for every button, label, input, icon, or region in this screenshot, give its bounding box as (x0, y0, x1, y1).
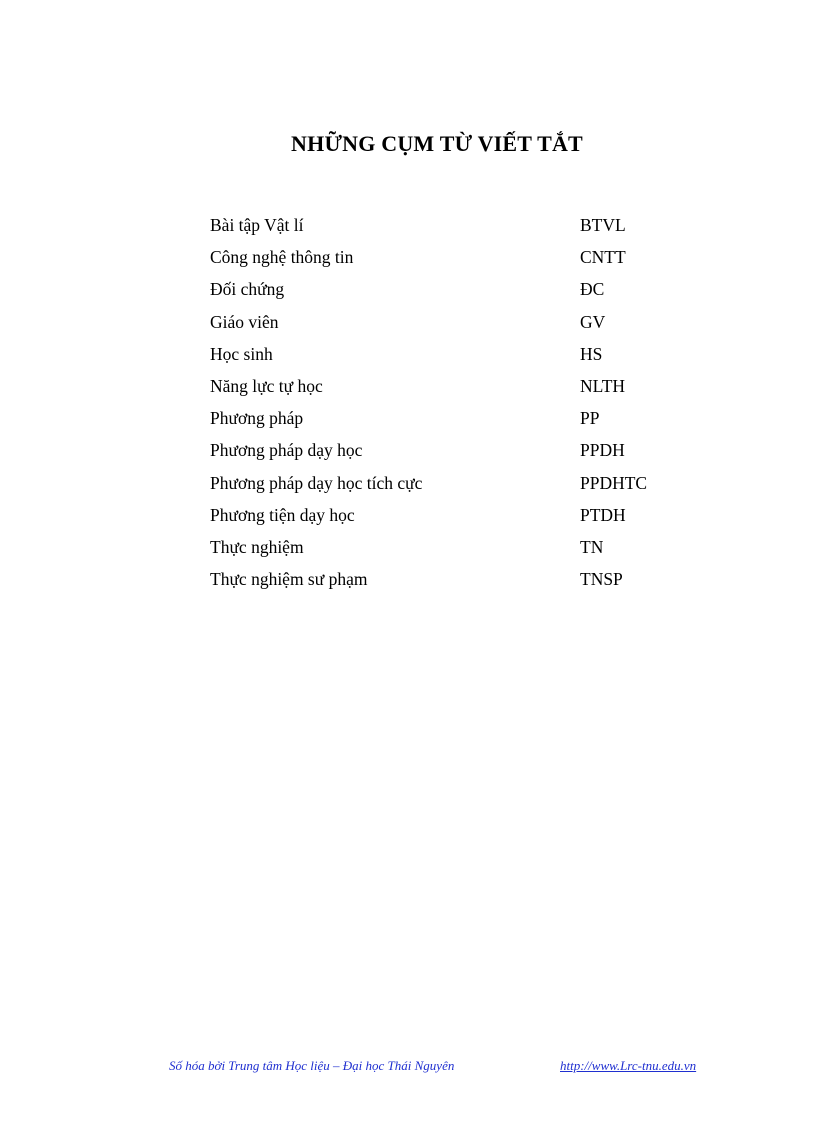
abbreviation-code: HS (580, 343, 603, 364)
abbreviation-code: ĐC (580, 279, 605, 300)
abbreviation-code: PPDHTC (580, 472, 648, 493)
table-row (210, 374, 680, 406)
table-row (210, 342, 680, 374)
abbreviation-term: Phương tiện dạy học (210, 504, 355, 525)
abbreviation-term: Năng lực tự học (210, 375, 323, 396)
abbreviation-code: CNTT (580, 247, 626, 268)
abbreviation-code: TNSP (580, 569, 623, 590)
table-row (210, 567, 680, 599)
abbreviation-term: Giáo viên (210, 311, 279, 332)
abbreviation-code: BTVL (580, 215, 626, 235)
abbreviation-table (210, 213, 680, 599)
table-row (210, 503, 680, 535)
abbreviation-term: Học sinh (210, 343, 273, 364)
abbreviation-term: Thực nghiệm sư phạm (210, 569, 368, 590)
table-row (210, 310, 680, 342)
table-row (210, 535, 680, 567)
table-row (210, 277, 680, 309)
abbreviation-term: Đối chứng (210, 279, 285, 300)
abbreviation-term: Phương pháp dạy học (210, 440, 363, 461)
abbreviation-term: Phương pháp dạy học tích cực (210, 472, 423, 493)
abbreviation-code: NLTH (580, 375, 626, 396)
table-row (210, 406, 680, 438)
table-row (210, 245, 680, 277)
abbreviation-term: Công nghệ thông tin (210, 247, 354, 268)
abbreviation-code: PP (580, 408, 600, 429)
abbreviation-code: PTDH (580, 504, 626, 525)
footer-attribution: Số hóa bởi Trung tâm Học liệu – Đại học Thái Nguyên (169, 1058, 455, 1073)
abbreviation-term: Thực nghiệm (210, 536, 304, 557)
abbreviation-term: Bài tập Vật lí (210, 215, 304, 235)
abbreviation-code: PPDH (580, 440, 625, 461)
table-row (210, 213, 680, 245)
abbreviation-code: TN (580, 536, 604, 557)
abbreviation-term: Phương pháp (210, 408, 304, 429)
table-row (210, 471, 680, 503)
abbreviation-code: GV (580, 311, 606, 332)
footer-link[interactable]: http://www.Lrc-tnu.edu.vn (560, 1058, 697, 1073)
table-row (210, 438, 680, 470)
page-title: NHỮNG CỤM TỪ VIẾT TẮT (291, 131, 583, 156)
